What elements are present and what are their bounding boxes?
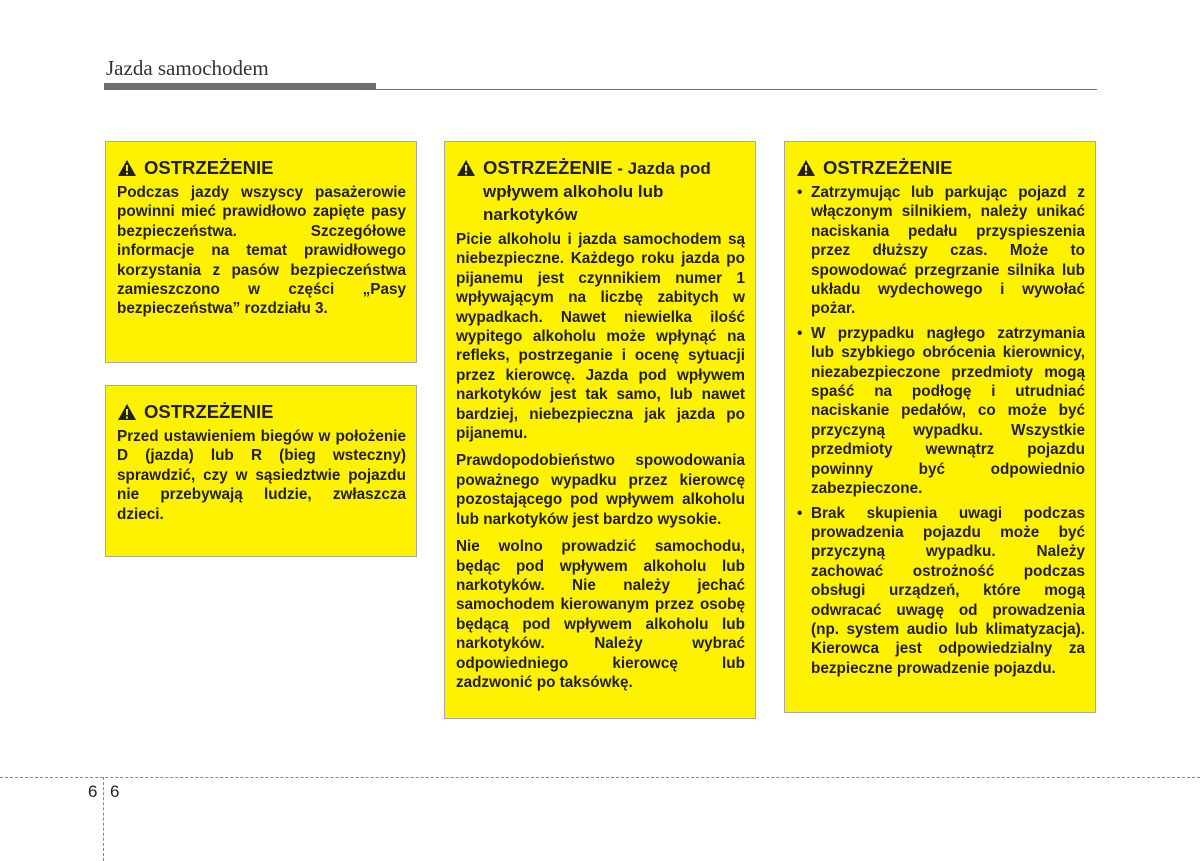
footer-rule bbox=[0, 777, 1200, 778]
page-header-title: Jazda samochodem bbox=[106, 56, 269, 80]
chapter-number: 6 bbox=[88, 782, 98, 801]
page-number: 6 bbox=[110, 782, 120, 801]
warning-title bbox=[117, 157, 406, 179]
footer-vertical-rule bbox=[103, 777, 104, 861]
warning-triangle-icon bbox=[117, 159, 137, 177]
warning-title bbox=[117, 401, 406, 423]
warning-box-seatbelts bbox=[105, 141, 417, 363]
warning-title-text: OSTRZEŻENIE bbox=[483, 157, 613, 178]
warning-subtitle-text: - Jazda pod wpływem alkoholu lub narkotyków bbox=[483, 159, 711, 224]
warning-title-text: OSTRZEŻENIE bbox=[144, 157, 274, 178]
warning-box-vehicle-safety bbox=[784, 141, 1096, 713]
warning-title-block bbox=[483, 157, 745, 226]
warning-paragraph: Picie alkoholu i jazda samochodem są niebezpieczne. Każdego roku jazda po pijanemu jest czynnikiem numer 1 wpływającym na liczbę zabitych w wypadkach. Nawet niewielka ilość wypitego alkoholu może wpłynąć na refleks, postrzeganie i ocenę sytuacji przez kierowcę. Jazda pod wpływem narkotyków jest tak samo, lub nawet bardziej, niebezpieczna jak jazda po pijanemu. bbox=[456, 231, 745, 443]
warning-box-gear-shift bbox=[105, 385, 417, 557]
warning-bullet-item: • Brak skupienia uwagi podczas prowadzenia pojazdu może być przyczyną wypadku. Należy zachować ostrożność podczas obsługi urządzeń, które mogą odwracać uwagę od prowadzenia (np. system audio lub klimatyzacja). Kierowca jest odpowiedzialny za bezpieczne prowadzenie pojazdu. bbox=[796, 504, 1085, 679]
warning-title bbox=[796, 157, 1085, 179]
warning-title-text: OSTRZEŻENIE bbox=[144, 401, 274, 422]
warning-title-text: OSTRZEŻENIE bbox=[823, 157, 953, 178]
warning-title bbox=[456, 157, 745, 226]
warning-bullet-item: • Zatrzymując lub parkując pojazd z włączonym silnikiem, należy unikać naciskania pedału przyspieszenia przez dłuższy czas. Może to spowodować przegrzanie silnika lub układu wydechowego i wywołać pożar. bbox=[796, 183, 1085, 319]
warning-triangle-icon bbox=[796, 159, 816, 177]
header-rule bbox=[104, 89, 1097, 90]
warning-bullet-item: • W przypadku nagłego zatrzymania lub szybkiego obrócenia kierownicy, niezabezpieczone przedmioty mogą spaść na podłogę i utrudniać naciskanie pedałów, co może być przyczyną wypadku. Wszystkie przedmioty wewnątrz pojazdu powinny być odpowiednio zabezpieczone. bbox=[796, 324, 1085, 499]
warning-triangle-icon bbox=[456, 159, 476, 177]
warning-paragraph: Przed ustawieniem biegów w położenie D (jazda) lub R (bieg wsteczny) sprawdzić, czy w sąsiedztwie pojazdu nie przebywają ludzie, zwłaszcza dzieci. bbox=[117, 428, 406, 523]
warning-paragraph: Prawdopodobieństwo spowodowania poważnego wypadku przez kierowcę pozostającego pod wpływem alkoholu lub narkotyków jest bardzo wysokie. bbox=[456, 452, 745, 528]
warning-triangle-icon bbox=[117, 403, 137, 421]
warning-paragraph: Nie wolno prowadzić samochodu, będąc pod wpływem alkoholu lub narkotyków. Nie należy jechać samochodem kierowanym przez osobę będącą pod wpływem alkoholu lub narkotyków. Należy wybrać odpowiedniego kierowcę lub zadzwonić po taksówkę. bbox=[456, 538, 745, 691]
warning-box-alcohol bbox=[444, 141, 756, 719]
warning-bullet-list bbox=[796, 183, 1085, 678]
warning-paragraph: Podczas jazdy wszyscy pasażerowie powinni mieć prawidłowo zapięte pasy bezpieczeństwa. Szczegółowe informacje na temat prawidłowego korzystania z pasów bezpieczeństwa zamieszczono w części „Pasy bezpieczeństwa” rozdziału 3. bbox=[117, 184, 406, 318]
